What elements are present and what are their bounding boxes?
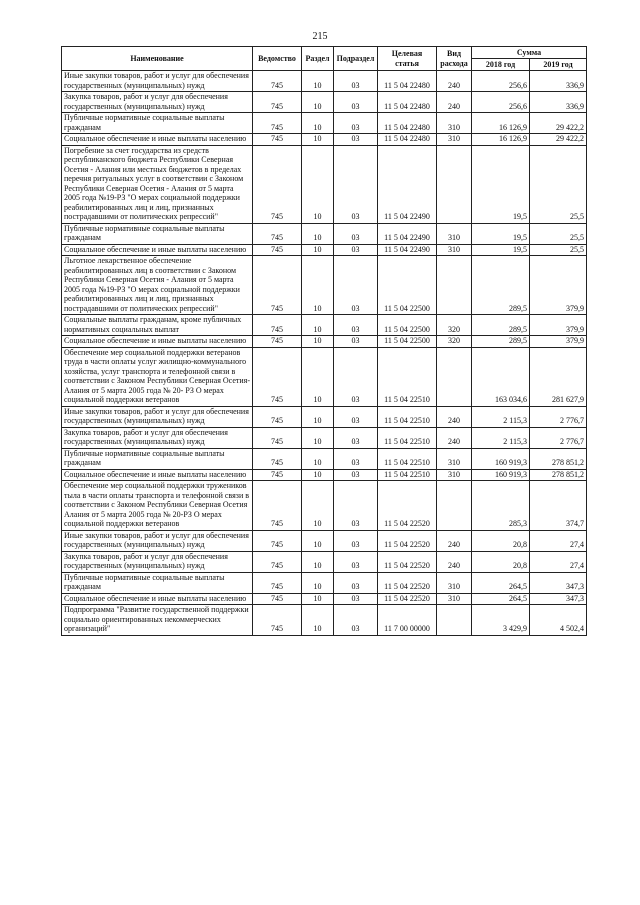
cell-department: 745 xyxy=(253,71,302,92)
cell-expense-type: 320 xyxy=(437,336,472,348)
cell-target-article: 11 5 04 22510 xyxy=(378,347,437,406)
table-row xyxy=(62,347,587,406)
cell-sum-2018: 20,8 xyxy=(472,530,530,551)
cell-sum-2018: 264,5 xyxy=(472,593,530,605)
cell-sum-2019: 278 851,2 xyxy=(530,448,587,469)
cell-name: Социальное обеспечение и иные выплаты населению xyxy=(62,469,253,481)
cell-department: 745 xyxy=(253,593,302,605)
table-row xyxy=(62,551,587,572)
cell-sum-2018: 289,5 xyxy=(472,336,530,348)
cell-expense-type: 240 xyxy=(437,551,472,572)
cell-expense-type: 240 xyxy=(437,530,472,551)
cell-subsection: 03 xyxy=(334,92,378,113)
cell-sum-2018: 160 919,3 xyxy=(472,469,530,481)
cell-department: 745 xyxy=(253,481,302,531)
cell-sum-2018: 2 115,3 xyxy=(472,427,530,448)
cell-expense-type: 310 xyxy=(437,593,472,605)
cell-target-article: 11 5 04 22510 xyxy=(378,427,437,448)
cell-target-article: 11 5 04 22480 xyxy=(378,134,437,146)
header-section: Раздел xyxy=(302,47,334,71)
cell-department: 745 xyxy=(253,572,302,593)
table-row xyxy=(62,406,587,427)
cell-sum-2018: 19,5 xyxy=(472,145,530,223)
header-expense-type: Вид расхода xyxy=(437,47,472,71)
cell-name: Льготное лекарственное обеспечение реабилитированных лиц в соответствии с Законом Республики Северная Осетия - Алания от 5 марта 2005 года №19-РЗ "О мерах социальной поддержки реабилитированных лиц и лиц, признанных пострадавшими от политических репрессий" xyxy=(62,256,253,315)
cell-target-article: 11 5 04 22480 xyxy=(378,71,437,92)
cell-expense-type: 320 xyxy=(437,315,472,336)
cell-department: 745 xyxy=(253,256,302,315)
table-row xyxy=(62,530,587,551)
cell-target-article: 11 5 04 22520 xyxy=(378,572,437,593)
cell-sum-2019: 278 851,2 xyxy=(530,469,587,481)
cell-department: 745 xyxy=(253,134,302,146)
cell-subsection: 03 xyxy=(334,145,378,223)
header-target-article: Целевая статья xyxy=(378,47,437,71)
cell-section: 10 xyxy=(302,530,334,551)
cell-target-article: 11 5 04 22500 xyxy=(378,256,437,315)
cell-target-article: 11 5 04 22520 xyxy=(378,551,437,572)
cell-sum-2019: 379,9 xyxy=(530,336,587,348)
cell-name: Социальное обеспечение и иные выплаты населению xyxy=(62,244,253,256)
table-row xyxy=(62,469,587,481)
cell-subsection: 03 xyxy=(334,113,378,134)
cell-sum-2018: 285,3 xyxy=(472,481,530,531)
header-sum: Сумма xyxy=(472,47,587,59)
cell-name: Закупка товаров, работ и услуг для обеспечения государственных (муниципальных) нужд xyxy=(62,427,253,448)
page-number: 215 xyxy=(312,31,328,42)
cell-sum-2018: 160 919,3 xyxy=(472,448,530,469)
cell-department: 745 xyxy=(253,427,302,448)
cell-department: 745 xyxy=(253,315,302,336)
cell-name: Закупка товаров, работ и услуг для обеспечения государственных (муниципальных) нужд xyxy=(62,551,253,572)
cell-sum-2018: 19,5 xyxy=(472,223,530,244)
cell-subsection: 03 xyxy=(334,134,378,146)
cell-expense-type xyxy=(437,347,472,406)
cell-section: 10 xyxy=(302,113,334,134)
cell-sum-2019: 347,3 xyxy=(530,593,587,605)
cell-section: 10 xyxy=(302,145,334,223)
cell-section: 10 xyxy=(302,256,334,315)
cell-section: 10 xyxy=(302,605,334,636)
cell-target-article: 11 5 04 22510 xyxy=(378,448,437,469)
cell-section: 10 xyxy=(302,593,334,605)
cell-name: Социальные выплаты гражданам, кроме публичных нормативных социальных выплат xyxy=(62,315,253,336)
cell-name: Обеспечение мер социальной поддержки тружеников тыла в части оплаты транспорта и телефонной связи в соответствии с Законом Республики Северная Осетия Алания от 5 марта 2005 года № 20-РЗ О мерах социальной поддержки ветеранов xyxy=(62,481,253,531)
cell-sum-2019: 2 776,7 xyxy=(530,406,587,427)
cell-expense-type: 240 xyxy=(437,427,472,448)
cell-subsection: 03 xyxy=(334,593,378,605)
cell-sum-2019: 29 422,2 xyxy=(530,134,587,146)
cell-name: Иные закупки товаров, работ и услуг для обеспечения государственных (муниципальных) нужд xyxy=(62,406,253,427)
cell-subsection: 03 xyxy=(334,572,378,593)
cell-sum-2019: 25,5 xyxy=(530,145,587,223)
cell-subsection: 03 xyxy=(334,223,378,244)
cell-sum-2019: 281 627,9 xyxy=(530,347,587,406)
cell-expense-type: 240 xyxy=(437,71,472,92)
cell-department: 745 xyxy=(253,347,302,406)
cell-name: Публичные нормативные социальные выплаты гражданам xyxy=(62,113,253,134)
cell-section: 10 xyxy=(302,406,334,427)
cell-expense-type xyxy=(437,481,472,531)
header-subsection: Подраздел xyxy=(334,47,378,71)
cell-section: 10 xyxy=(302,244,334,256)
cell-target-article: 11 7 00 00000 xyxy=(378,605,437,636)
cell-sum-2019: 4 502,4 xyxy=(530,605,587,636)
cell-expense-type: 310 xyxy=(437,223,472,244)
cell-target-article: 11 5 04 22520 xyxy=(378,530,437,551)
cell-section: 10 xyxy=(302,92,334,113)
cell-department: 745 xyxy=(253,448,302,469)
cell-name: Подпрограмма "Развитие государственной поддержки социально ориентированных некоммерческих организаций" xyxy=(62,605,253,636)
table-row xyxy=(62,448,587,469)
cell-expense-type xyxy=(437,145,472,223)
cell-expense-type: 240 xyxy=(437,406,472,427)
cell-target-article: 11 5 04 22520 xyxy=(378,481,437,531)
cell-expense-type: 310 xyxy=(437,572,472,593)
cell-name: Социальное обеспечение и иные выплаты населению xyxy=(62,593,253,605)
cell-subsection: 03 xyxy=(334,406,378,427)
cell-section: 10 xyxy=(302,481,334,531)
header-department: Ведомство xyxy=(253,47,302,71)
cell-name: Иные закупки товаров, работ и услуг для обеспечения государственных (муниципальных) нужд xyxy=(62,71,253,92)
cell-subsection: 03 xyxy=(334,551,378,572)
cell-subsection: 03 xyxy=(334,256,378,315)
cell-subsection: 03 xyxy=(334,315,378,336)
header-year-2018: 2018 год xyxy=(472,59,530,71)
cell-department: 745 xyxy=(253,469,302,481)
cell-sum-2019: 379,9 xyxy=(530,256,587,315)
cell-section: 10 xyxy=(302,551,334,572)
table-row xyxy=(62,134,587,146)
cell-sum-2018: 3 429,9 xyxy=(472,605,530,636)
cell-department: 745 xyxy=(253,92,302,113)
cell-subsection: 03 xyxy=(334,427,378,448)
cell-department: 745 xyxy=(253,605,302,636)
cell-section: 10 xyxy=(302,347,334,406)
cell-sum-2018: 16 126,9 xyxy=(472,113,530,134)
cell-name: Погребение за счет государства из средств республиканского бюджета Республики Северная Осетия - Алания или местных бюджетов в пределах перечня ритуальных услуг в соответствии с Законом Республики Северная Осетия - Алания от 5 марта 2005 года №19-РЗ "О мерах социальной поддержки реабилитированных лиц и лиц, признанных пострадавшими от политических репрессий" xyxy=(62,145,253,223)
cell-department: 745 xyxy=(253,336,302,348)
cell-sum-2019: 27,4 xyxy=(530,530,587,551)
cell-section: 10 xyxy=(302,134,334,146)
header-name: Наименование xyxy=(62,47,253,71)
cell-department: 745 xyxy=(253,113,302,134)
cell-name: Иные закупки товаров, работ и услуг для обеспечения государственных (муниципальных) нужд xyxy=(62,530,253,551)
cell-sum-2019: 29 422,2 xyxy=(530,113,587,134)
cell-sum-2018: 20,8 xyxy=(472,551,530,572)
cell-sum-2018: 16 126,9 xyxy=(472,134,530,146)
table-row xyxy=(62,481,587,531)
table-row xyxy=(62,71,587,92)
cell-expense-type xyxy=(437,256,472,315)
cell-sum-2018: 264,5 xyxy=(472,572,530,593)
cell-sum-2019: 25,5 xyxy=(530,223,587,244)
cell-section: 10 xyxy=(302,427,334,448)
cell-expense-type xyxy=(437,605,472,636)
table-row xyxy=(62,605,587,636)
cell-section: 10 xyxy=(302,71,334,92)
table-body xyxy=(62,71,587,636)
cell-sum-2019: 336,9 xyxy=(530,71,587,92)
cell-target-article: 11 5 04 22500 xyxy=(378,315,437,336)
cell-target-article: 11 5 04 22500 xyxy=(378,336,437,348)
cell-expense-type: 310 xyxy=(437,113,472,134)
cell-target-article: 11 5 04 22510 xyxy=(378,406,437,427)
cell-department: 745 xyxy=(253,145,302,223)
cell-name: Публичные нормативные социальные выплаты гражданам xyxy=(62,572,253,593)
cell-section: 10 xyxy=(302,315,334,336)
cell-sum-2019: 25,5 xyxy=(530,244,587,256)
cell-department: 745 xyxy=(253,406,302,427)
cell-section: 10 xyxy=(302,572,334,593)
table-row xyxy=(62,145,587,223)
cell-expense-type: 310 xyxy=(437,244,472,256)
cell-section: 10 xyxy=(302,223,334,244)
cell-subsection: 03 xyxy=(334,605,378,636)
cell-target-article: 11 5 04 22490 xyxy=(378,223,437,244)
cell-subsection: 03 xyxy=(334,481,378,531)
cell-name: Публичные нормативные социальные выплаты гражданам xyxy=(62,223,253,244)
cell-subsection: 03 xyxy=(334,347,378,406)
table-row xyxy=(62,113,587,134)
cell-subsection: 03 xyxy=(334,244,378,256)
cell-sum-2018: 163 034,6 xyxy=(472,347,530,406)
cell-sum-2018: 19,5 xyxy=(472,244,530,256)
cell-department: 745 xyxy=(253,244,302,256)
cell-section: 10 xyxy=(302,448,334,469)
cell-target-article: 11 5 04 22480 xyxy=(378,92,437,113)
table-row xyxy=(62,223,587,244)
table-row xyxy=(62,256,587,315)
cell-expense-type: 240 xyxy=(437,92,472,113)
cell-sum-2019: 2 776,7 xyxy=(530,427,587,448)
cell-name: Социальное обеспечение и иные выплаты населению xyxy=(62,336,253,348)
cell-name: Публичные нормативные социальные выплаты гражданам xyxy=(62,448,253,469)
table-row xyxy=(62,572,587,593)
cell-sum-2018: 256,6 xyxy=(472,92,530,113)
table-row xyxy=(62,593,587,605)
cell-section: 10 xyxy=(302,336,334,348)
cell-department: 745 xyxy=(253,223,302,244)
table-row xyxy=(62,244,587,256)
cell-sum-2019: 27,4 xyxy=(530,551,587,572)
cell-sum-2018: 256,6 xyxy=(472,71,530,92)
cell-subsection: 03 xyxy=(334,469,378,481)
cell-sum-2019: 374,7 xyxy=(530,481,587,531)
cell-department: 745 xyxy=(253,530,302,551)
cell-target-article: 11 5 04 22480 xyxy=(378,113,437,134)
table-row xyxy=(62,427,587,448)
header-year-2019: 2019 год xyxy=(530,59,587,71)
cell-sum-2019: 347,3 xyxy=(530,572,587,593)
cell-name: Социальное обеспечение и иные выплаты населению xyxy=(62,134,253,146)
cell-target-article: 11 5 04 22490 xyxy=(378,145,437,223)
table-row xyxy=(62,92,587,113)
cell-expense-type: 310 xyxy=(437,469,472,481)
cell-department: 745 xyxy=(253,551,302,572)
cell-sum-2019: 336,9 xyxy=(530,92,587,113)
cell-sum-2018: 2 115,3 xyxy=(472,406,530,427)
cell-target-article: 11 5 04 22510 xyxy=(378,469,437,481)
cell-sum-2018: 289,5 xyxy=(472,315,530,336)
cell-expense-type: 310 xyxy=(437,134,472,146)
cell-subsection: 03 xyxy=(334,336,378,348)
table-row xyxy=(62,336,587,348)
cell-subsection: 03 xyxy=(334,530,378,551)
cell-sum-2018: 289,5 xyxy=(472,256,530,315)
cell-sum-2019: 379,9 xyxy=(530,315,587,336)
cell-subsection: 03 xyxy=(334,448,378,469)
cell-target-article: 11 5 04 22490 xyxy=(378,244,437,256)
cell-section: 10 xyxy=(302,469,334,481)
cell-expense-type: 310 xyxy=(437,448,472,469)
budget-table xyxy=(61,46,587,636)
cell-target-article: 11 5 04 22520 xyxy=(378,593,437,605)
cell-name: Закупка товаров, работ и услуг для обеспечения государственных (муниципальных) нужд xyxy=(62,92,253,113)
cell-subsection: 03 xyxy=(334,71,378,92)
cell-name: Обеспечение мер социальной поддержки ветеранов труда в части оплаты услуг жилищно-коммунального хозяйства, услуг транспорта и телефонной связи в соответствии с Законом Республики Северная Осетия-Алания от 5 марта 2005 года № 20- РЗ О мерах социальной поддержки ветеранов xyxy=(62,347,253,406)
table-row xyxy=(62,315,587,336)
